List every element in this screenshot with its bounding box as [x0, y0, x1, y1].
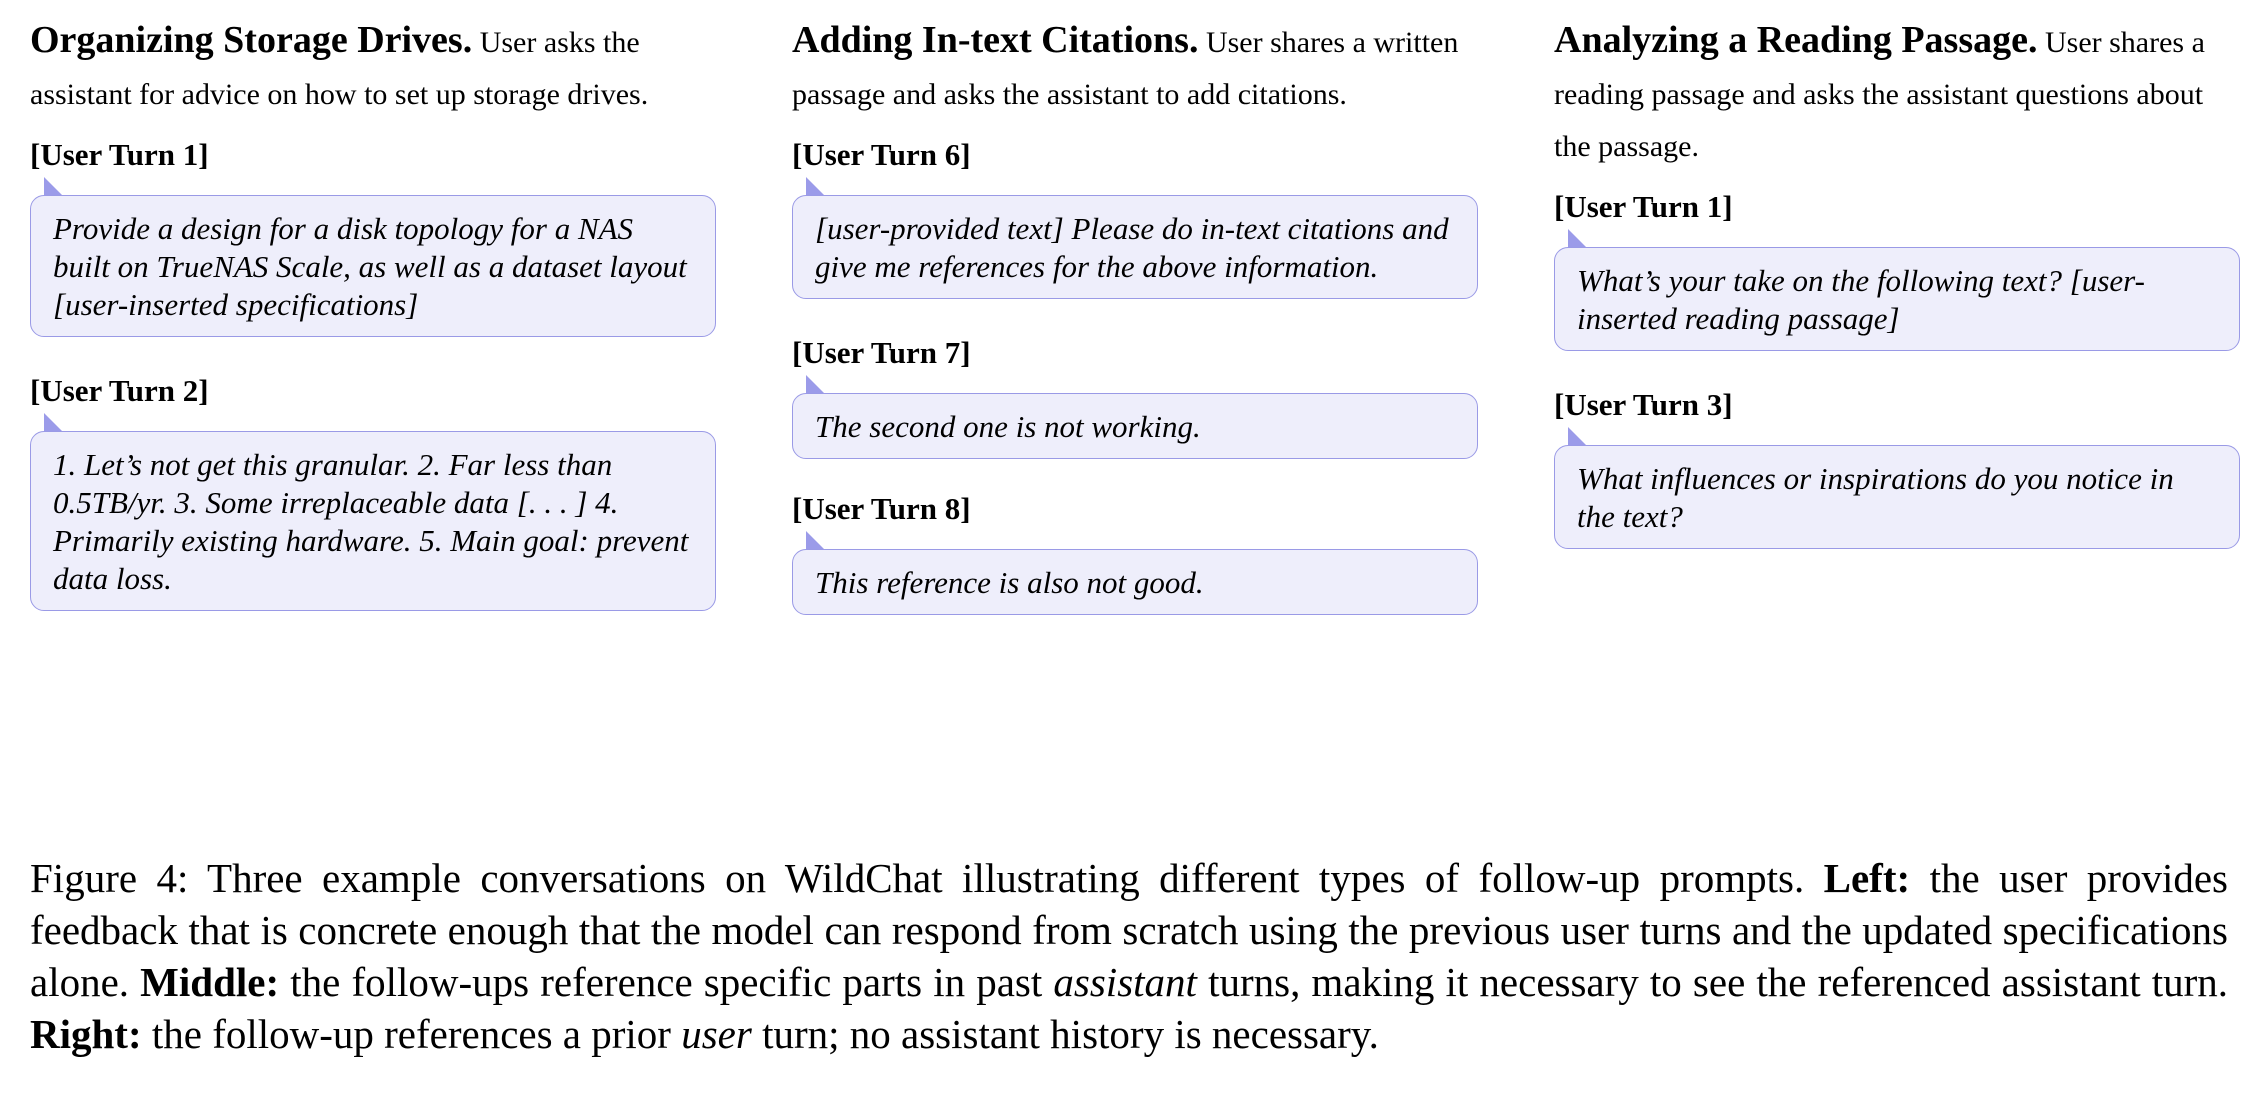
bubble-tail-icon — [806, 531, 824, 549]
bubble-tail-icon — [44, 177, 62, 195]
bubble-text: What influences or inspirations do you notice in the text? — [1554, 445, 2240, 549]
bubble-tail-icon — [44, 413, 62, 431]
figure-caption — [30, 852, 2228, 1060]
bubble-text: Provide a design for a disk topology for a NAS built on TrueNAS Scale, as well as a dataset layout [user-inserted specifications] — [30, 195, 716, 337]
user-turn — [1554, 187, 2240, 351]
caption-middle-label: Middle: — [140, 959, 280, 1005]
turn-label: [User Turn 2] — [30, 373, 209, 408]
chat-bubble — [1554, 247, 2240, 351]
conversation-right — [1554, 14, 2240, 549]
turn-label: [User Turn 1] — [30, 137, 209, 172]
column-description — [1554, 14, 2240, 173]
chat-bubble — [1554, 445, 2240, 549]
bubble-text: The second one is not working. — [792, 393, 1478, 459]
bubble-tail-icon — [1568, 427, 1586, 445]
user-turn — [1554, 385, 2240, 549]
caption-left-text: the user provides feedback that is concrete enough that the model can respond from scratch using the previous user turns and the updated specifications alone. — [30, 855, 2229, 1005]
column-title: Analyzing a Reading Passage. — [1554, 19, 2038, 61]
turn-label: [User Turn 8] — [792, 491, 971, 526]
bubble-tail-icon — [806, 375, 824, 393]
bubble-text: What’s your take on the following text? [user-inserted reading passage] — [1554, 247, 2240, 351]
column-description-text: User shares a reading passage and asks the assistant questions about the passage. — [1554, 26, 2205, 163]
user-turn — [792, 333, 1478, 459]
chat-bubble — [30, 195, 716, 337]
bubble-text: 1. Let’s not get this granular. 2. Far less than 0.5TB/yr. 3. Some irreplaceable data [. . . ] 4. Primarily existing hardware. 5. Main goal: prevent data loss. — [30, 431, 716, 611]
chat-bubble — [792, 393, 1478, 459]
chat-bubble — [30, 431, 716, 611]
caption-middle-text: the follow-ups reference specific parts in past — [290, 959, 1043, 1005]
caption-prefix: Figure 4: Three example conversations on WildChat illustrating different types of follow-up prompts. — [30, 855, 1805, 901]
chat-bubble — [792, 549, 1478, 615]
caption-middle-text-end: turns, making it necessary to see the referenced assistant turn. — [1208, 959, 2229, 1005]
conversation-middle — [792, 14, 1478, 615]
user-turn — [30, 371, 716, 611]
user-turn — [792, 135, 1478, 299]
user-turn — [792, 489, 1478, 615]
bubble-text: [user-provided text] Please do in-text citations and give me references for the above information. — [792, 195, 1478, 299]
caption-right-emphasis: user — [681, 1011, 752, 1057]
column-description-text: User asks the assistant for advice on how to set up storage drives. — [30, 26, 649, 111]
column-title: Organizing Storage Drives. — [30, 19, 473, 61]
turn-label: [User Turn 1] — [1554, 189, 1733, 224]
user-turn — [30, 135, 716, 337]
turn-label: [User Turn 3] — [1554, 387, 1733, 422]
chat-bubble — [792, 195, 1478, 299]
column-description — [30, 14, 716, 121]
bubble-text: This reference is also not good. — [792, 549, 1478, 615]
caption-right-text: the follow-up references a prior — [151, 1011, 671, 1057]
bubble-tail-icon — [806, 177, 824, 195]
conversation-left — [30, 14, 716, 611]
caption-right-text-end: turn; no assistant history is necessary. — [762, 1011, 1379, 1057]
turn-label: [User Turn 7] — [792, 335, 971, 370]
turn-label: [User Turn 6] — [792, 137, 971, 172]
caption-right-label: Right: — [30, 1011, 142, 1057]
bubble-tail-icon — [1568, 229, 1586, 247]
column-description-text: User shares a written passage and asks the assistant to add citations. — [792, 26, 1459, 111]
column-title: Adding In-text Citations. — [792, 19, 1199, 61]
column-description — [792, 14, 1478, 121]
caption-middle-emphasis: assistant — [1053, 959, 1197, 1005]
caption-left-label: Left: — [1823, 855, 1911, 901]
